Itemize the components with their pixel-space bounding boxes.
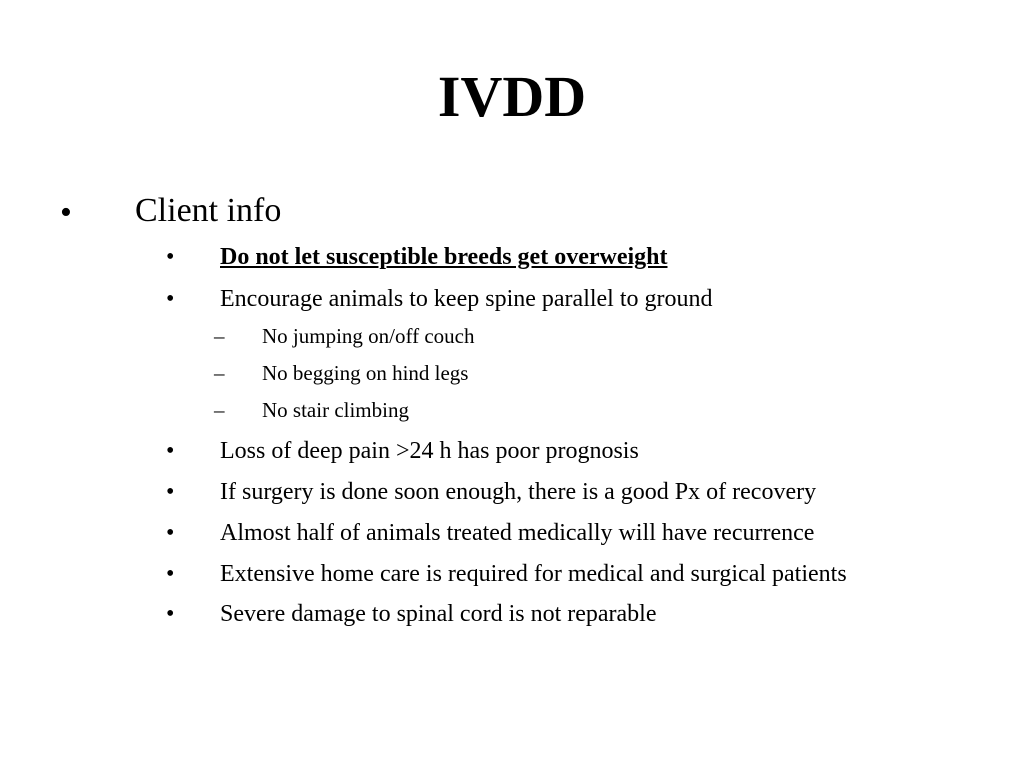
bullet-marker: • <box>166 561 175 587</box>
bullet-marker: • <box>166 479 175 505</box>
bullet-level2: Extensive home care is required for medical and surgical patients <box>220 561 847 587</box>
bullet-marker: • <box>166 438 175 464</box>
bullet-marker: • <box>166 286 175 312</box>
slide-title: IVDD <box>437 64 587 129</box>
bullet-level2: If surgery is done soon enough, there is a good Px of recovery <box>220 479 817 505</box>
bullet-level3: No begging on hind legs <box>262 361 469 385</box>
bullet-level1: Client info <box>135 192 282 229</box>
bullet-level2-emphasis: Do not let susceptible breeds get overweight <box>220 244 668 270</box>
dash-marker: – <box>214 324 225 348</box>
bullet-marker: • <box>60 194 72 231</box>
bullet-level2: Encourage animals to keep spine parallel to ground <box>220 286 713 312</box>
bullet-marker: • <box>166 244 175 270</box>
dash-marker: – <box>214 398 225 422</box>
bullet-level2: Almost half of animals treated medically will have recurrence <box>220 520 815 546</box>
dash-marker: – <box>214 361 225 385</box>
bullet-level3: No jumping on/off couch <box>262 324 475 348</box>
bullet-marker: • <box>166 520 175 546</box>
bullet-level2: Loss of deep pain >24 h has poor prognosis <box>220 438 639 464</box>
bullet-level2: Severe damage to spinal cord is not reparable <box>220 601 657 627</box>
bullet-marker: • <box>166 601 175 627</box>
bullet-level3: No stair climbing <box>262 398 409 422</box>
